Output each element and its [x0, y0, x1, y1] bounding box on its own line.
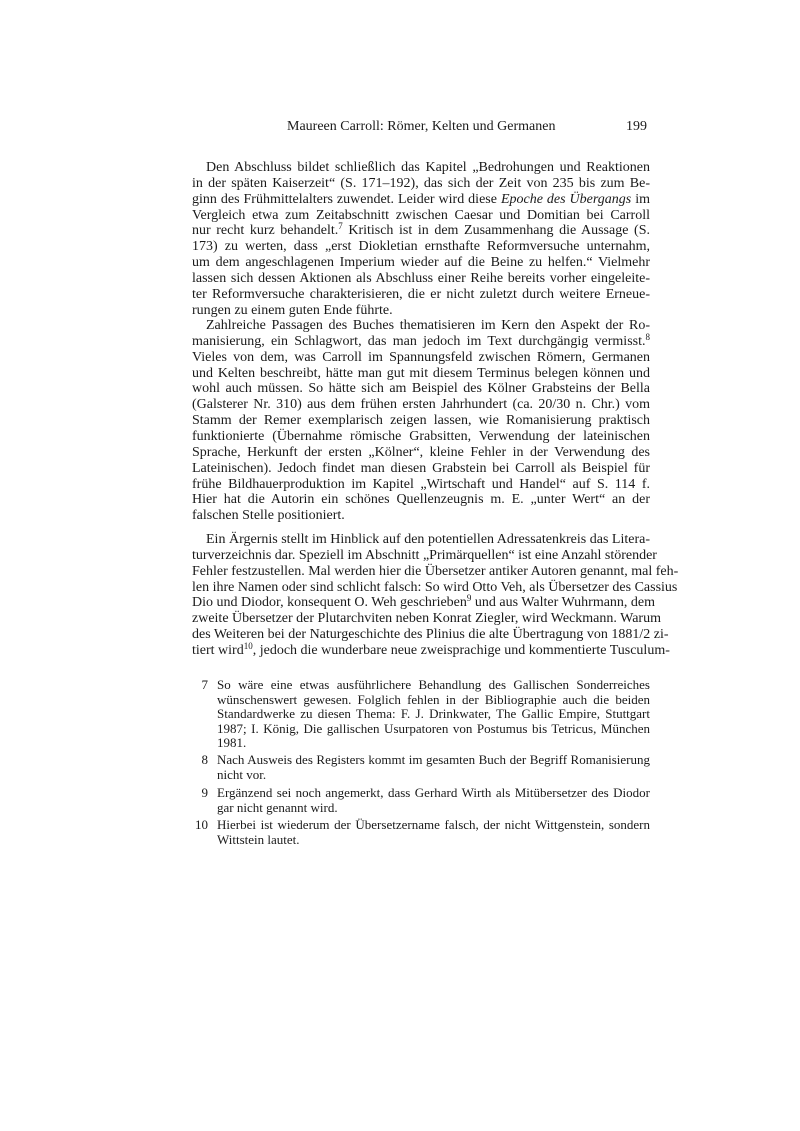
footnote-number: 8 [201, 752, 208, 767]
text-run: , jedoch die wunderbare neue zweisprachige und kommentierte Tusculum- [252, 642, 670, 658]
footnote-line: nicht vor. [217, 766, 267, 782]
footnote-line: gar nicht genannt wird. [217, 799, 338, 815]
text-run: nur recht kurz behandelt. [192, 223, 339, 239]
footnote-line: 1987; I. König, Die gallischen Usurpatoren von Postumus bis Tetricus, München [217, 720, 650, 736]
footnote-line: Hierbei ist wiederum der Übersetzername falsch, der nicht Wittgenstein, sondern [217, 817, 650, 832]
paragraph-line: in der späten Kaiserzeit“ (S. 171–192), das sich der Zeit von 235 bis zum Be- [192, 175, 650, 191]
footnote-reference[interactable]: 8 [645, 331, 650, 342]
paragraph-line: um dem angeschlagenen Imperium wieder auf die Beine zu helfen.“ Vielmehr [192, 255, 650, 271]
footnote-line: wünschenswert gewesen. Folglich fehlen in der Bibliographie auch die beiden [217, 691, 650, 707]
text-run: tiert wird [192, 642, 244, 658]
paragraph-line [192, 640, 670, 659]
paragraph-line: Ein Ärgernis stellt im Hinblick auf den potentiellen Adressatenkreis das Litera- [206, 532, 650, 547]
paragraph-line: turverzeichnis dar. Speziell im Abschnitt „Primärquellen“ ist eine Anzahl störender [192, 547, 657, 563]
paragraph-line: Vieles von dem, was Carroll im Spannungsfeld zwischen Römern, Germanen [192, 349, 650, 365]
paragraph-line: Fehler festzustellen. Mal werden hier die Übersetzer antiker Autoren genannt, mal feh- [192, 563, 679, 579]
paragraph-line [192, 223, 650, 239]
footnote-line: Standardwerke zu diesen Thema: F. J. Drinkwater, The Gallic Empire, Stuttgart [217, 706, 650, 722]
footnote-line: 1981. [217, 735, 247, 751]
paragraph-line [192, 192, 650, 208]
paragraph-line: wohl auch müssen. So hätte sich am Beispiel des Kölner Grabsteins der Bella [192, 381, 650, 397]
footnote-number: 10 [195, 817, 208, 832]
text-run: manisierung, ein Schlagwort, das man jedoch im Text durchgängig vermisst. [192, 333, 646, 349]
footnote-reference[interactable]: 7 [338, 221, 343, 232]
paragraph-line: Stamm der Remer exemplarisch zeigen lassen, wie Romanisierung praktisch [192, 413, 650, 429]
paragraph-line: zweite Übersetzer der Plutarchviten neben Konrat Ziegler, wird Weckmann. Warum [192, 611, 661, 627]
footnote-number: 7 [201, 677, 208, 692]
text-run: Kritisch ist in dem Zusammenhang die Aussage (S. [342, 223, 650, 239]
footnote-number: 9 [201, 785, 208, 800]
footnote-reference[interactable]: 9 [466, 593, 472, 604]
paragraph-line: des Weiteren bei der Naturgeschichte des Plinius die alte Übertragung von 1881/2 zi- [192, 627, 669, 643]
footnote-line: So wäre eine etwas ausführlichere Behandlung des Gallischen Sonderreiches [217, 677, 650, 692]
text-run: im [631, 191, 651, 207]
paragraph-line: frühe Bildhauerproduktion im Kapitel „Wirtschaft und Handel“ auf S. 114 f. [192, 476, 650, 492]
paragraph-line: Sprache, Herkunft der ersten „Kölner“, kleine Fehler in der Verwendung des [192, 444, 650, 460]
paragraph-line: falschen Stelle positioniert. [192, 508, 345, 524]
paragraph-line: lassen sich dessen Aktionen als Abschluss einer Reihe bereits vorher eingeleite- [192, 270, 650, 286]
running-title: Maureen Carroll: Römer, Kelten und Germanen [287, 119, 556, 134]
paragraph-line: Hier hat die Autorin ein schönes Quellenzeugnis m. E. „unter Wert“ an der [192, 492, 650, 508]
paragraph-line [192, 331, 650, 350]
emphasis-text: Epoche des Übergangs [500, 191, 632, 207]
paragraph-line: Den Abschluss bildet schließlich das Kapitel „Bedrohungen und Reaktionen [206, 160, 650, 175]
paragraph-line: und Kelten beschreibt, hätte man gut mit diesem Terminus belegen können und [192, 365, 650, 381]
paragraph-line: 173) zu werten, dass „erst Diokletian ernsthafte Reformversuche unternahm, [192, 239, 650, 255]
page-number: 199 [626, 119, 647, 134]
text-run: ginn des Frühmittelalters zuwendet. Leider wird diese [192, 191, 501, 207]
footnote-line: Wittstein lautet. [217, 831, 300, 847]
paragraph-line: Lateinischen). Jedoch findet man diesen Grabstein bei Carroll als Beispiel für [192, 460, 650, 476]
paragraph-line: Vergleich etwa zum Zeitabschnitt zwischen Caesar und Domitian bei Carroll [192, 207, 650, 223]
paragraph-line: Zahlreiche Passagen des Buches thematisieren im Kern den Aspekt der Ro- [206, 318, 650, 333]
footnote-line: Ergänzend sei noch angemerkt, dass Gerhard Wirth als Mitübersetzer des Diodor [217, 785, 650, 800]
text-run: und aus Walter Wuhrmann, dem [471, 595, 656, 611]
paragraph-line: len ihre Namen oder sind schlicht falsch: So wird Otto Veh, als Übersetzer des Cassius [192, 579, 678, 595]
paragraph-line: funktionierte (Übernahme römische Grabsitten, Verwendung der lateinischen [192, 428, 650, 444]
text-run: Dio und Diodor, konsequent O. Weh geschrieben [192, 595, 467, 611]
paragraph-line: ter Reformversuche charakterisieren, die er nicht zuletzt durch weitere Erneue- [192, 286, 650, 302]
paragraph-line: (Galsterer Nr. 310) aus dem frühen ersten Jahrhundert (ca. 20/30 n. Chr.) vom [192, 397, 650, 413]
footnote-reference[interactable]: 10 [243, 640, 253, 651]
paragraph-line: rungen zu einem guten Ende führte. [192, 302, 393, 318]
footnote-line: Nach Ausweis des Registers kommt im gesamten Buch der Begriff Romanisierung [217, 752, 650, 767]
paragraph-line [192, 593, 656, 611]
